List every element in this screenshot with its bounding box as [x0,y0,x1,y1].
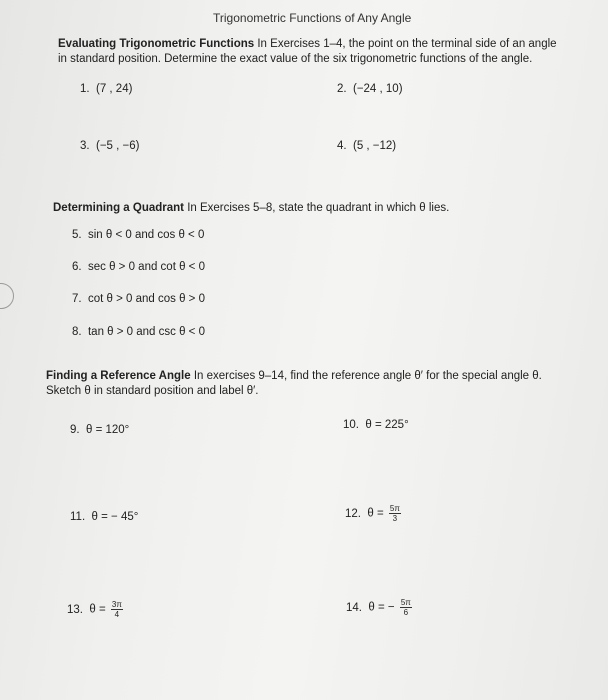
exercise-8 [72,326,205,338]
section3-heading: Finding a Reference Angle [46,370,191,382]
exercise-prefix: θ = [367,507,387,520]
section1-text-line2: in standard position. Determine the exact value of the six trigonometric functions of the angle. [58,53,533,65]
section3-text-line2: Sketch θ in standard position and label θ′. [46,385,259,397]
exercise-number: 13. [67,603,83,616]
exercise-number: 11. [70,511,86,523]
exercise-number: 12. [345,507,361,520]
exercise-text: θ = 120° [85,424,130,436]
page-title: Trigonometric Functions of Any Angle [213,11,412,25]
exercise-text: sin θ < 0 and cos θ < 0 [87,229,205,241]
section3-instructions [46,369,542,399]
exercise-4 [337,140,396,152]
exercise-number: 2. [337,83,347,95]
section2-text: In Exercises 5–8, state the quadrant in which θ lies. [184,202,450,214]
exercise-5 [72,229,204,241]
exercise-text: (7 , 24) [95,83,133,95]
exercise-9 [70,424,129,436]
exercise-text: tan θ > 0 and csc θ < 0 [87,326,205,338]
fraction-denominator: 3 [392,514,398,523]
exercise-text: (−5 , −6) [95,140,140,152]
exercise-text: (5 , −12) [352,140,397,152]
exercise-1 [80,83,132,95]
exercise-text: θ = − 45° [91,511,139,523]
fraction-numerator: 5π [400,598,411,607]
exercise-10 [343,419,409,431]
exercise-text: θ = 225° [365,419,409,431]
fraction [389,504,401,523]
exercise-13 [67,600,123,619]
section2-heading: Determining a Quadrant [53,202,184,214]
exercise-3 [80,140,139,152]
exercise-6 [72,261,205,273]
exercise-14 [346,598,412,617]
section3-text-line1: In exercises 9–14, find the reference angle θ′ for the special angle θ. [190,370,542,382]
exercise-text: (−24 , 10) [352,83,403,95]
exercise-7 [72,293,205,305]
fraction-denominator: 4 [114,610,120,619]
exercise-number: 10. [343,419,359,431]
exercise-text: sec θ > 0 and cot θ < 0 [87,261,205,273]
fraction [400,598,412,617]
punch-hole [0,283,14,309]
fraction [111,600,123,619]
exercise-number: 4. [337,140,347,152]
exercise-2 [337,83,403,95]
fraction-numerator: 5π [389,504,400,513]
exercise-12 [345,504,401,523]
fraction-denominator: 6 [403,608,409,617]
exercise-number: 14. [346,601,362,614]
exercise-number: 3. [80,140,90,152]
section2-instructions [53,201,449,216]
exercise-number: 6. [72,261,82,273]
section1-instructions [58,37,557,67]
section1-heading: Evaluating Trigonometric Functions [58,38,255,50]
exercise-number: 7. [72,293,82,305]
exercise-11 [70,511,138,523]
exercise-number: 9. [70,424,80,436]
exercise-number: 1. [80,83,90,95]
section1-text-line1: In Exercises 1–4, the point on the terminal side of an angle [254,38,557,50]
exercise-prefix: θ = − [368,601,398,614]
fraction-numerator: 3π [111,600,122,609]
exercise-prefix: θ = [89,603,109,616]
exercise-number: 8. [72,326,82,338]
exercise-text: cot θ > 0 and cos θ > 0 [87,293,205,305]
exercise-number: 5. [72,229,82,241]
